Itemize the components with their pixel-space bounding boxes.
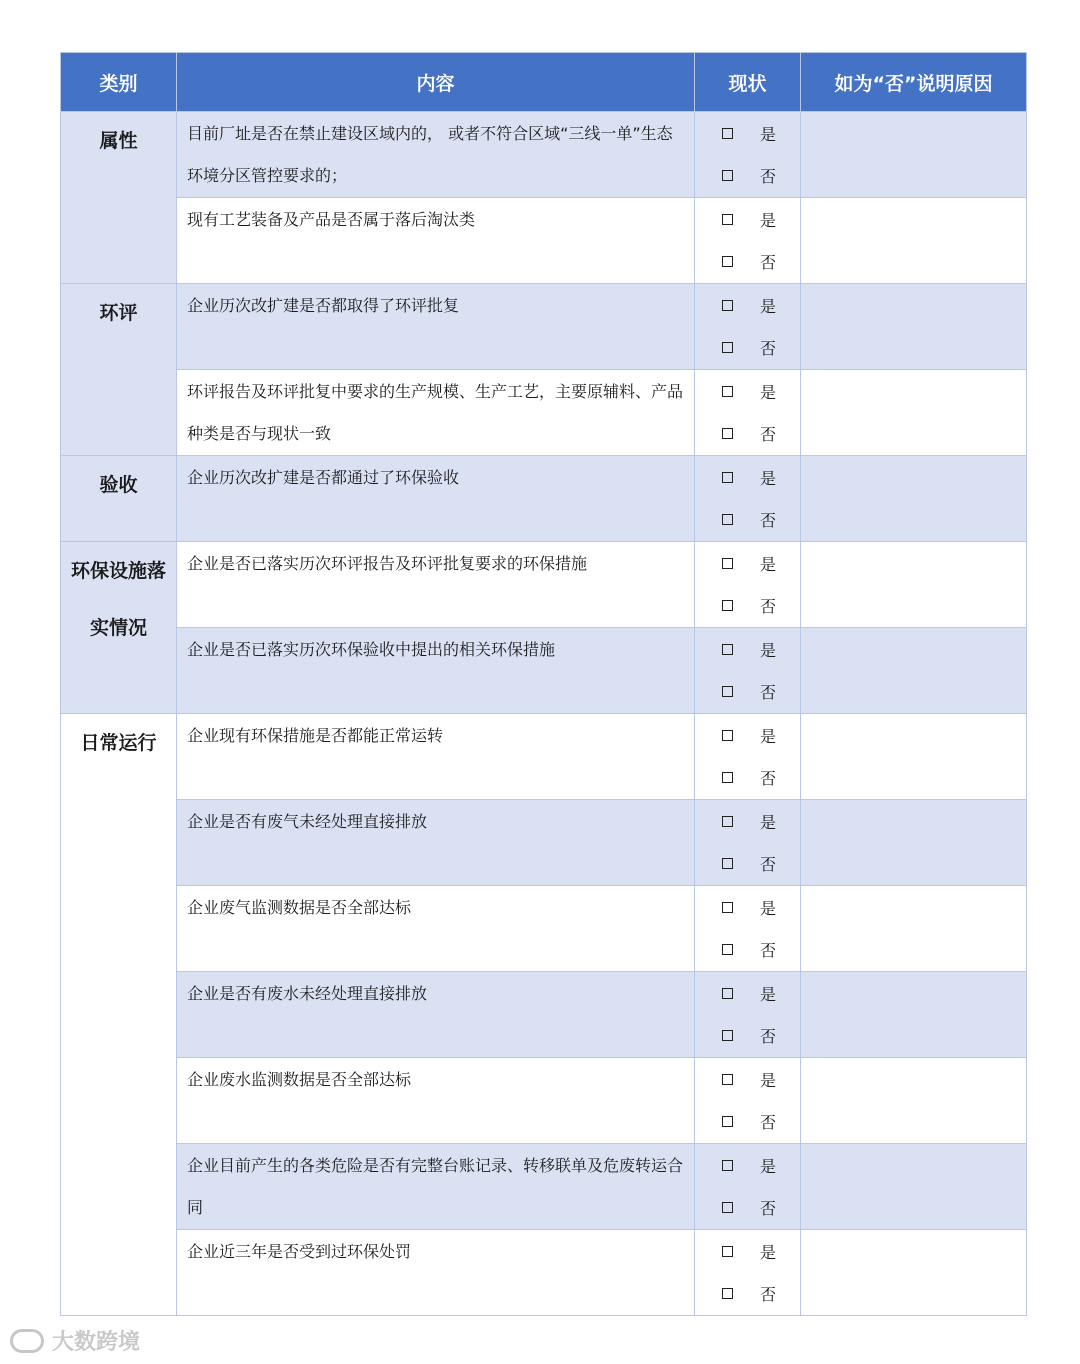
status-cell [695,456,801,542]
watermark-logo-icon [10,1329,44,1353]
table-row [61,972,1027,1058]
option-no[interactable] [695,842,800,884]
reason-cell[interactable] [801,800,1027,886]
option-no-label: 否 [760,1112,777,1132]
reason-cell[interactable] [801,112,1027,198]
checkbox-icon[interactable] [722,902,733,913]
table-row [61,284,1027,370]
content-text: 企业废水监测数据是否全部达标 [187,1070,412,1089]
checkbox-icon[interactable] [722,300,733,311]
content-text: 企业历次改扩建是否都取得了环评批复 [187,296,460,315]
content-cell [177,542,695,628]
status-cell [695,112,801,198]
category-cell [61,112,177,284]
header-status: 现状 [695,53,801,112]
table-row [61,1144,1027,1230]
reason-cell[interactable] [801,456,1027,542]
option-no-label: 否 [760,1026,777,1046]
option-yes[interactable] [695,456,800,498]
option-no[interactable] [695,670,800,712]
content-text: 企业废气监测数据是否全部达标 [187,898,412,917]
option-yes[interactable] [695,1144,800,1186]
content-cell [177,1144,695,1230]
option-yes-label: 是 [760,1156,777,1176]
checklist-table [60,52,1027,1316]
content-text: 企业近三年是否受到过环保处罚 [187,1242,412,1261]
option-no-label: 否 [760,682,777,702]
checkbox-icon[interactable] [722,1074,733,1085]
category-label: 属性 [99,130,138,152]
status-cell [695,972,801,1058]
option-yes-label: 是 [760,1070,777,1090]
reason-cell[interactable] [801,628,1027,714]
option-no[interactable] [695,1272,800,1314]
table-row [61,1230,1027,1316]
status-cell [695,284,801,370]
option-yes-label: 是 [760,984,777,1004]
reason-cell[interactable] [801,1144,1027,1230]
checkbox-icon[interactable] [722,644,733,655]
checkbox-icon[interactable] [722,1288,733,1299]
option-yes[interactable] [695,198,800,240]
option-no[interactable] [695,1186,800,1228]
checkbox-icon[interactable] [722,558,733,569]
reason-cell[interactable] [801,370,1027,456]
status-cell [695,198,801,284]
content-text: 企业是否有废水未经处理直接排放 [187,984,428,1003]
checkbox-icon[interactable] [722,816,733,827]
option-yes[interactable] [695,284,800,326]
checkbox-icon[interactable] [722,428,733,439]
checkbox-icon[interactable] [722,256,733,267]
content-text: 企业是否有废气未经处理直接排放 [187,812,428,831]
table-row [61,714,1027,800]
option-no[interactable] [695,240,800,282]
checkbox-icon[interactable] [722,1246,733,1257]
category-label: 环评 [99,302,138,324]
option-yes-label: 是 [760,898,777,918]
table-row [61,628,1027,714]
checkbox-icon[interactable] [722,386,733,397]
content-text: 企业是否已落实历次环评报告及环评批复要求的环保措施 [187,554,588,573]
category-cell [61,542,177,714]
checkbox-icon[interactable] [722,858,733,869]
category-cell [61,284,177,456]
content-cell [177,800,695,886]
checkbox-icon[interactable] [722,214,733,225]
status-cell [695,1230,801,1316]
checkbox-icon[interactable] [722,600,733,611]
option-yes-label: 是 [760,554,777,574]
option-no-label: 否 [760,252,777,272]
content-text: 企业目前产生的各类危险是否有完整台账记录、转移联单及危废转运合同 [187,1156,684,1217]
header-row [61,53,1027,112]
content-cell [177,370,695,456]
option-yes[interactable] [695,800,800,842]
header-content: 内容 [177,53,695,112]
table-row [61,112,1027,198]
option-no-label: 否 [760,338,777,358]
option-yes-label: 是 [760,812,777,832]
status-cell [695,1058,801,1144]
content-cell [177,456,695,542]
option-no-label: 否 [760,854,777,874]
watermark [10,1325,140,1356]
option-yes[interactable] [695,542,800,584]
checkbox-icon[interactable] [722,342,733,353]
checkbox-icon[interactable] [722,170,733,181]
status-cell [695,542,801,628]
reason-cell[interactable] [801,886,1027,972]
status-cell [695,714,801,800]
option-yes[interactable] [695,1058,800,1100]
option-yes-label: 是 [760,124,777,144]
option-yes[interactable] [695,370,800,412]
content-text: 目前厂址是否在禁止建设区域内的， 或者不符合区域“三线一单”生态环境分区管控要求的； [187,124,673,185]
option-yes-label: 是 [760,640,777,660]
content-text: 现有工艺装备及产品是否属于落后淘汰类 [187,210,476,229]
option-no[interactable] [695,412,800,454]
content-cell [177,198,695,284]
reason-cell[interactable] [801,198,1027,284]
reason-cell[interactable] [801,972,1027,1058]
option-no[interactable] [695,154,800,196]
option-no-label: 否 [760,768,777,788]
content-text: 企业历次改扩建是否都通过了环保验收 [187,468,460,487]
reason-cell[interactable] [801,542,1027,628]
option-no-label: 否 [760,940,777,960]
reason-cell[interactable] [801,714,1027,800]
option-no-label: 否 [760,1284,777,1304]
reason-cell[interactable] [801,1058,1027,1144]
checkbox-icon[interactable] [722,686,733,697]
table-row [61,800,1027,886]
option-no[interactable] [695,498,800,540]
category-cell [61,714,177,1316]
option-no[interactable] [695,326,800,368]
option-no[interactable] [695,756,800,798]
category-label: 日常运行 [80,732,157,754]
option-no-label: 否 [760,424,777,444]
checkbox-icon[interactable] [722,472,733,483]
option-yes-label: 是 [760,726,777,746]
content-cell [177,972,695,1058]
status-cell [695,1144,801,1230]
option-no-label: 否 [760,596,777,616]
option-yes-label: 是 [760,382,777,402]
category-label: 环保设施落实情况 [70,560,166,639]
option-yes[interactable] [695,714,800,756]
checkbox-icon[interactable] [722,944,733,955]
header-reason: 如为“否”说明原因 [801,53,1027,112]
content-cell [177,886,695,972]
status-cell [695,800,801,886]
table-row [61,370,1027,456]
status-cell [695,628,801,714]
watermark-text: 大数跨境 [52,1330,141,1355]
content-cell [177,1058,695,1144]
option-yes-label: 是 [760,210,777,230]
table-row [61,886,1027,972]
checkbox-icon[interactable] [722,1202,733,1213]
reason-cell[interactable] [801,1230,1027,1316]
option-yes[interactable] [695,972,800,1014]
option-no-label: 否 [760,510,777,530]
option-no[interactable] [695,584,800,626]
checkbox-icon[interactable] [722,128,733,139]
content-cell [177,284,695,370]
table-row [61,1058,1027,1144]
content-cell [177,112,695,198]
checkbox-icon[interactable] [722,772,733,783]
option-no[interactable] [695,928,800,970]
table-row [61,456,1027,542]
option-yes-label: 是 [760,296,777,316]
status-cell [695,886,801,972]
option-no[interactable] [695,1100,800,1142]
checkbox-icon[interactable] [722,1160,733,1171]
option-yes[interactable] [695,112,800,154]
checkbox-icon[interactable] [722,1030,733,1041]
option-yes[interactable] [695,1230,800,1272]
category-cell [61,456,177,542]
content-text: 企业现有环保措施是否都能正常运转 [187,726,444,745]
content-cell [177,1230,695,1316]
content-cell [177,714,695,800]
content-text: 环评报告及环评批复中要求的生产规模、生产工艺，主要原辅料、产品种类是否与现状一致 [187,382,684,443]
option-yes[interactable] [695,628,800,670]
content-cell [177,628,695,714]
header-category: 类别 [61,53,177,112]
checkbox-icon[interactable] [722,1116,733,1127]
checkbox-icon[interactable] [722,730,733,741]
option-no[interactable] [695,1014,800,1056]
checkbox-icon[interactable] [722,514,733,525]
checkbox-icon[interactable] [722,988,733,999]
option-yes-label: 是 [760,468,777,488]
option-no-label: 否 [760,166,777,186]
table-row [61,542,1027,628]
category-label: 验收 [99,474,138,496]
table-row [61,198,1027,284]
reason-cell[interactable] [801,284,1027,370]
content-text: 企业是否已落实历次环保验收中提出的相关环保措施 [187,640,556,659]
option-yes[interactable] [695,886,800,928]
status-cell [695,370,801,456]
option-no-label: 否 [760,1198,777,1218]
option-yes-label: 是 [760,1242,777,1262]
